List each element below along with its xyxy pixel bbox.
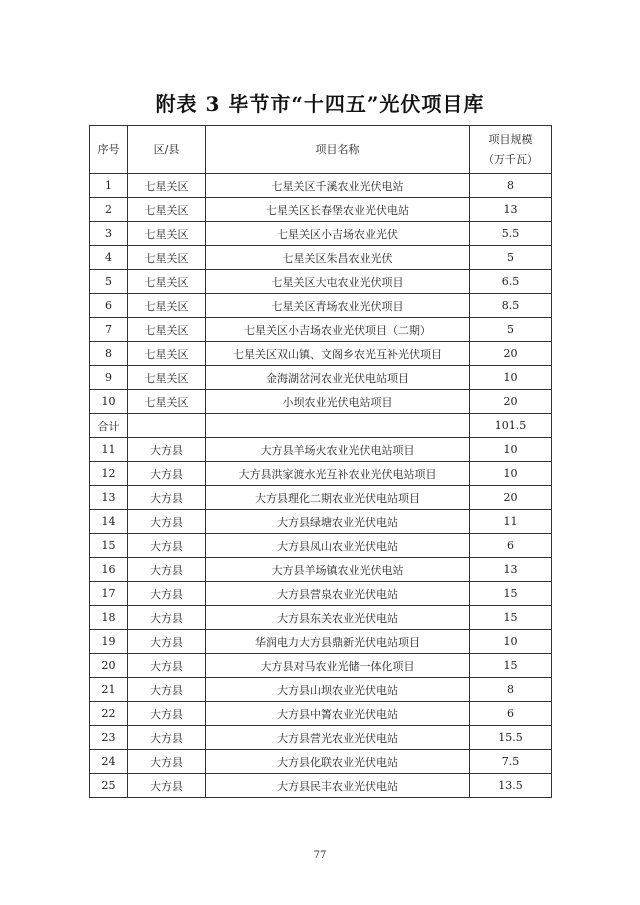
- cell-project-name: 小坝农业光伏电站项目: [206, 390, 470, 414]
- cell-project-name: 大方县绿塘农业光伏电站: [206, 510, 470, 534]
- cell-index: 22: [90, 702, 128, 726]
- cell-district: 大方县: [128, 702, 206, 726]
- cell-index: 23: [90, 726, 128, 750]
- total-row: [90, 414, 552, 438]
- cell-index: 20: [90, 654, 128, 678]
- cell-project-scale: 15: [470, 606, 552, 630]
- cell-index: 16: [90, 558, 128, 582]
- header-index: 序号: [90, 126, 128, 174]
- header-project-scale: [470, 126, 552, 174]
- cell-project-scale: 13: [470, 198, 552, 222]
- table-header-row: [90, 126, 552, 174]
- cell-index: 4: [90, 246, 128, 270]
- cell-project-scale: 8: [470, 678, 552, 702]
- cell-project-name: 金海湖岔河农业光伏电站项目: [206, 366, 470, 390]
- table-row: [90, 558, 552, 582]
- cell-project-scale: 5.5: [470, 222, 552, 246]
- cell-district: 大方县: [128, 510, 206, 534]
- cell-district: 七星关区: [128, 366, 206, 390]
- cell-project-scale: 13: [470, 558, 552, 582]
- cell-project-scale: 15: [470, 582, 552, 606]
- table-body-qixingguan: [90, 174, 552, 414]
- cell-index: 13: [90, 486, 128, 510]
- table-row: [90, 174, 552, 198]
- cell-project-scale: 10: [470, 366, 552, 390]
- cell-index: 1: [90, 174, 128, 198]
- cell-district: 七星关区: [128, 342, 206, 366]
- cell-project-name: 大方县东关农业光伏电站: [206, 606, 470, 630]
- cell-project-name: 七星关区千溪农业光伏电站: [206, 174, 470, 198]
- cell-index: 24: [90, 750, 128, 774]
- cell-project-name: 大方县营泉农业光伏电站: [206, 582, 470, 606]
- cell-index: 12: [90, 462, 128, 486]
- cell-project-name: 七星关区长春堡农业光伏电站: [206, 198, 470, 222]
- cell-project-name: 华润电力大方县鼎新光伏电站项目: [206, 630, 470, 654]
- cell-district: 七星关区: [128, 294, 206, 318]
- table-row: [90, 462, 552, 486]
- cell-index: 14: [90, 510, 128, 534]
- cell-project-name: 大方县化联农业光伏电站: [206, 750, 470, 774]
- cell-district: 七星关区: [128, 222, 206, 246]
- cell-district: 大方县: [128, 630, 206, 654]
- cell-project-name: 七星关区朱昌农业光伏: [206, 246, 470, 270]
- cell-project-scale: 10: [470, 462, 552, 486]
- cell-project-name: 大方县羊场火农业光伏电站项目: [206, 438, 470, 462]
- cell-index: 2: [90, 198, 128, 222]
- table-row: [90, 534, 552, 558]
- cell-index: 3: [90, 222, 128, 246]
- cell-project-name: 大方县民丰农业光伏电站: [206, 774, 470, 798]
- cell-district: 大方县: [128, 438, 206, 462]
- total-empty-cell: [206, 414, 470, 438]
- table-row: [90, 342, 552, 366]
- cell-project-scale: 6: [470, 702, 552, 726]
- total-value: 101.5: [470, 414, 552, 438]
- cell-project-scale: 20: [470, 342, 552, 366]
- table-row: [90, 702, 552, 726]
- cell-district: 七星关区: [128, 318, 206, 342]
- cell-index: 6: [90, 294, 128, 318]
- table-row: [90, 366, 552, 390]
- cell-project-scale: 5: [470, 318, 552, 342]
- header-scale-line2: （万千瓦）: [483, 152, 538, 166]
- cell-project-name: 大方县中箐农业光伏电站: [206, 702, 470, 726]
- cell-project-name: 大方县山坝农业光伏电站: [206, 678, 470, 702]
- table-row: [90, 582, 552, 606]
- cell-district: 大方县: [128, 462, 206, 486]
- cell-project-name: 大方县洪家渡水光互补农业光伏电站项目: [206, 462, 470, 486]
- cell-project-scale: 13.5: [470, 774, 552, 798]
- cell-index: 17: [90, 582, 128, 606]
- table-row: [90, 678, 552, 702]
- cell-index: 8: [90, 342, 128, 366]
- cell-index: 25: [90, 774, 128, 798]
- table-body-total: [90, 414, 552, 438]
- cell-district: 七星关区: [128, 174, 206, 198]
- cell-index: 18: [90, 606, 128, 630]
- table-row: [90, 606, 552, 630]
- cell-project-name: 大方县理化二期农业光伏电站项目: [206, 486, 470, 510]
- cell-index: 21: [90, 678, 128, 702]
- table-row: [90, 726, 552, 750]
- cell-project-name: 七星关区双山镇、文阁乡农光互补光伏项目: [206, 342, 470, 366]
- cell-project-name: 大方县对马农业光储一体化项目: [206, 654, 470, 678]
- table-row: [90, 246, 552, 270]
- cell-project-name: 七星关区青场农业光伏项目: [206, 294, 470, 318]
- cell-project-scale: 20: [470, 390, 552, 414]
- table-row: [90, 486, 552, 510]
- cell-index: 11: [90, 438, 128, 462]
- cell-project-scale: 6: [470, 534, 552, 558]
- table-row: [90, 198, 552, 222]
- cell-project-scale: 8: [470, 174, 552, 198]
- cell-project-name: 大方县凤山农业光伏电站: [206, 534, 470, 558]
- total-empty-cell: [128, 414, 206, 438]
- cell-district: 七星关区: [128, 390, 206, 414]
- header-district: 区/县: [128, 126, 206, 174]
- table-row: [90, 774, 552, 798]
- cell-district: 大方县: [128, 750, 206, 774]
- cell-index: 10: [90, 390, 128, 414]
- header-project-name: 项目名称: [206, 126, 470, 174]
- table-row: [90, 390, 552, 414]
- cell-project-scale: 10: [470, 630, 552, 654]
- cell-project-scale: 20: [470, 486, 552, 510]
- cell-index: 19: [90, 630, 128, 654]
- cell-project-scale: 11: [470, 510, 552, 534]
- cell-district: 大方县: [128, 606, 206, 630]
- table-row: [90, 222, 552, 246]
- cell-project-name: 七星关区小吉场农业光伏项目（二期）: [206, 318, 470, 342]
- table-row: [90, 438, 552, 462]
- cell-district: 大方县: [128, 582, 206, 606]
- table-row: [90, 318, 552, 342]
- cell-project-scale: 15.5: [470, 726, 552, 750]
- cell-index: 15: [90, 534, 128, 558]
- cell-district: 七星关区: [128, 246, 206, 270]
- cell-project-scale: 8.5: [470, 294, 552, 318]
- cell-district: 七星关区: [128, 270, 206, 294]
- project-table: [89, 125, 552, 798]
- table-row: [90, 630, 552, 654]
- cell-index: 9: [90, 366, 128, 390]
- header-scale-line1: 项目规模: [488, 132, 533, 146]
- cell-district: 大方县: [128, 558, 206, 582]
- cell-district: 大方县: [128, 774, 206, 798]
- cell-district: 大方县: [128, 678, 206, 702]
- cell-index: 5: [90, 270, 128, 294]
- table-row: [90, 654, 552, 678]
- page-title: 附表 3 毕节市“十四五”光伏项目库: [155, 92, 485, 116]
- cell-project-name: 大方县羊场镇农业光伏电站: [206, 558, 470, 582]
- cell-project-name: 七星关区大屯农业光伏项目: [206, 270, 470, 294]
- cell-project-scale: 6.5: [470, 270, 552, 294]
- cell-project-scale: 15: [470, 654, 552, 678]
- cell-district: 大方县: [128, 486, 206, 510]
- cell-district: 大方县: [128, 654, 206, 678]
- cell-district: 大方县: [128, 534, 206, 558]
- cell-index: 7: [90, 318, 128, 342]
- table-body-dafang: [90, 438, 552, 798]
- cell-project-scale: 7.5: [470, 750, 552, 774]
- cell-project-scale: 10: [470, 438, 552, 462]
- table-row: [90, 510, 552, 534]
- table-row: [90, 294, 552, 318]
- table-row: [90, 750, 552, 774]
- cell-district: 大方县: [128, 726, 206, 750]
- cell-district: 七星关区: [128, 198, 206, 222]
- cell-project-scale: 5: [470, 246, 552, 270]
- cell-project-name: 大方县营光农业光伏电站: [206, 726, 470, 750]
- page-number: 77: [313, 850, 327, 861]
- table-row: [90, 270, 552, 294]
- cell-project-name: 七星关区小吉场农业光伏: [206, 222, 470, 246]
- total-label: 合计: [90, 414, 128, 438]
